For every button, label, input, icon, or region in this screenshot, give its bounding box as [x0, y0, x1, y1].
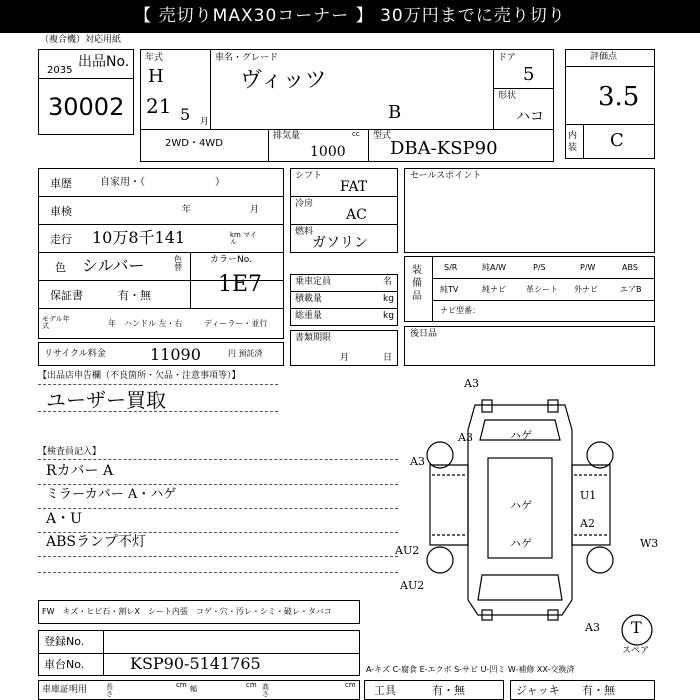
registration-label: 登録No.	[44, 635, 85, 648]
garage-height: 高さ	[262, 683, 269, 698]
lot-code: 2035	[47, 65, 73, 76]
model-code-value: DBA-KSP90	[390, 138, 498, 159]
damage-mark-rear-left-a: AU2	[395, 544, 420, 557]
header-note: （複合機）対応用紙	[40, 35, 122, 45]
damage-mark-door-right: U1	[580, 489, 597, 502]
year-month-unit: 月	[200, 117, 210, 127]
warranty-label: 保証書	[50, 289, 83, 302]
chassis-label: 車台No.	[44, 658, 85, 671]
lot-label: 出品No.	[78, 54, 130, 70]
banner-title: 【 売切りMAX30コーナー 】 30万円までに売り切り	[0, 0, 700, 33]
history-label: 車歴	[50, 177, 72, 190]
score-label: 評価点	[590, 52, 618, 62]
recycle-label: リサイクル料金	[44, 349, 106, 359]
weight-unit: kg	[383, 311, 394, 321]
tools-value: 有・無	[432, 684, 465, 697]
equipment-item: 純TV	[440, 285, 459, 294]
damage-legend: A-キズ C-腐食 E-エクボ S-サビ U-凹ミ W-補修 XX-交換済	[366, 665, 575, 674]
interior-label: 内装	[568, 131, 578, 153]
equipment-item: 純A/W	[482, 263, 507, 272]
garage-length: 長さ	[106, 683, 113, 698]
color-label: 色	[55, 261, 66, 274]
spare-mark: T	[631, 618, 642, 637]
score-value: 3.5	[598, 82, 640, 112]
docs-day: 日	[383, 353, 393, 363]
fuel-label: 燃料	[295, 227, 314, 237]
handle-label: ハンドル 左・右	[124, 319, 183, 328]
model-code-label: 型式	[373, 131, 392, 141]
color-code-value: 1E7	[218, 272, 263, 297]
model-year-label: モデル年式	[42, 315, 70, 330]
divider	[103, 630, 104, 676]
dealer-label: ディーラー・並行	[204, 319, 268, 328]
inspector-line: A・U	[46, 511, 82, 527]
aircon-label: 冷房	[295, 199, 314, 209]
warranty-value: 有・無	[118, 289, 151, 302]
garage-label: 車庫証明用	[42, 685, 88, 695]
recycle-value: 11090	[150, 345, 201, 364]
capacity-label: 乗車定員	[295, 277, 332, 287]
spare-label: スペア	[622, 646, 650, 656]
lot-number: 30002	[48, 93, 125, 121]
damage-mark-front-left: A3	[458, 431, 473, 444]
seller-notes-value: ユーザー買取	[46, 388, 166, 412]
garage-unit: cm	[246, 681, 257, 689]
garage-width: 幅	[190, 685, 197, 693]
model-grade: B	[388, 102, 402, 123]
inspection-label: 車検	[50, 205, 72, 218]
inspection-year: 年	[182, 205, 192, 215]
jack-value: 有・無	[582, 684, 615, 697]
docs-label: 書類期限	[295, 333, 332, 343]
mileage-label: 走行	[50, 233, 72, 246]
year-label: 年式	[145, 53, 164, 63]
equipment-item: P/W	[580, 263, 596, 272]
door-value: 5	[523, 64, 535, 85]
displacement-label: 排気量	[273, 131, 301, 141]
fuel-value: ガソリン	[312, 235, 368, 251]
inspector-line: ミラーカバー A・ハゲ	[46, 487, 177, 502]
equipment-item: エアB	[620, 285, 642, 294]
year-month: 5	[180, 105, 191, 124]
displacement-unit: cc	[352, 130, 360, 138]
color-code-label: カラーNo.	[210, 255, 252, 265]
model-label: 車名・グレード	[215, 53, 279, 63]
sales-point-label: セールスポイント	[410, 171, 482, 181]
navi-model-label: ナビ型番：	[440, 306, 480, 315]
equipment-item: ABS	[622, 263, 638, 272]
damage-mark-right-rear: W3	[640, 537, 659, 550]
color-sub: 色替	[174, 255, 182, 272]
equipment-item: 外ナビ	[574, 285, 598, 294]
history-options: 自家用・（ ）	[100, 177, 225, 188]
shape-label: 形状	[498, 91, 517, 101]
equipment-item: 革シート	[526, 285, 558, 294]
inspection-month: 月	[250, 205, 260, 215]
load-unit: kg	[383, 294, 394, 304]
color-value: シルバー	[82, 256, 145, 275]
damage-mark-roof: ハゲ	[510, 499, 532, 512]
tools-label: 工具	[374, 684, 396, 697]
damage-mark-hood: ハゲ	[510, 429, 532, 442]
damage-mark-side-left: A3	[410, 455, 425, 468]
recycle-unit: 円 預託済	[228, 349, 263, 358]
garage-unit: cm	[345, 681, 356, 689]
inspector-line: ABSランプ不灯	[46, 534, 146, 550]
capacity-unit: 名	[383, 277, 393, 287]
shape-value: ハコ	[516, 109, 544, 125]
condition-text: FW キズ・ヒビ石・割レX シート内張 コゲ・穴・汚レ・シミ・破レ・タバコ	[42, 607, 332, 616]
damage-mark-quarter: ハゲ	[510, 537, 532, 550]
docs-month: 月	[340, 353, 350, 363]
aircon-value: AC	[346, 207, 367, 223]
shift-label: シフト	[295, 171, 323, 181]
model-year-unit: 年	[108, 319, 116, 328]
damage-mark-rear-left-b: AU2	[400, 579, 425, 592]
load-label: 積載量	[295, 294, 323, 304]
damage-mark-spare-right: A3	[585, 621, 600, 634]
seller-notes-label: 【出品店申告欄（不良箇所・欠品・注意事項等）】	[38, 371, 241, 381]
displacement-value: 1000	[310, 144, 346, 160]
postscript-label: 後日品	[410, 329, 438, 339]
damage-mark-front-top: A3	[464, 377, 479, 390]
model-name: ヴィッツ	[240, 68, 327, 93]
chassis-value: KSP90-5141765	[130, 654, 261, 673]
mileage-unit: km マイル	[230, 231, 257, 246]
inspector-label: 【検査員記入】	[38, 447, 102, 457]
jack-label: ジャッキ	[516, 684, 560, 697]
equipment-item: 純ナビ	[482, 285, 506, 294]
equipment-item: P/S	[533, 263, 546, 272]
equipment-label: 装備品	[412, 265, 422, 302]
year-value: 21	[146, 94, 172, 118]
year-era: H	[148, 66, 164, 87]
damage-mark-door-rr: A2	[580, 517, 595, 530]
interior-value: C	[610, 130, 624, 151]
inspector-line: Rカバー A	[46, 463, 114, 479]
drive-label: 2WD・4WD	[165, 138, 223, 149]
door-label: ドア	[498, 53, 516, 63]
weight-label: 総重量	[295, 311, 323, 321]
shift-value: FAT	[340, 179, 368, 195]
mileage-value: 10万8千141	[92, 228, 186, 247]
garage-unit: cm	[176, 681, 187, 689]
equipment-item: S/R	[444, 263, 458, 272]
